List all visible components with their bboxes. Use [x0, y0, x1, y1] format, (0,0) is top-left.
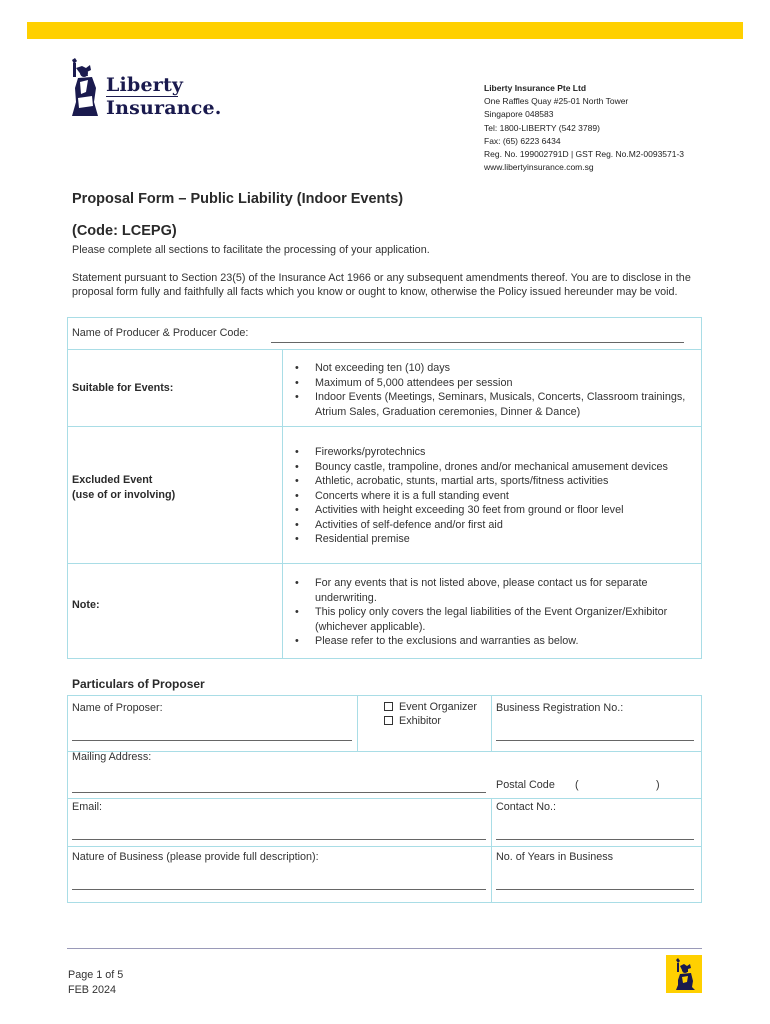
list-item: • This policy only covers the legal liabilities of the Event Organizer/Exhibitor (whichever applicable).	[295, 605, 695, 634]
company-info	[484, 82, 684, 174]
contact-no-field[interactable]	[496, 839, 694, 840]
footer	[68, 968, 123, 997]
suitable-label: Suitable for Events:	[72, 382, 174, 394]
event-organizer-checkbox[interactable]	[384, 702, 393, 711]
suitable-left-cell	[68, 350, 283, 426]
excluded-label	[72, 473, 175, 502]
divider	[357, 696, 358, 751]
divider	[491, 798, 492, 846]
page-title	[72, 186, 403, 244]
proposer-table	[67, 695, 702, 903]
scope-table	[67, 317, 702, 659]
company-address-line2: Singapore 048583	[484, 109, 554, 120]
excluded-row	[68, 427, 701, 564]
list-item: • Residential premise	[295, 532, 695, 547]
list-item: • Bouncy castle, trampoline, drones and/or mechanical amusement devices	[295, 460, 695, 475]
brn-field[interactable]	[496, 740, 694, 741]
intro-instruction: Please complete all sections to facilitate the processing of your application.	[72, 244, 430, 256]
mailing-address-label: Mailing Address:	[72, 751, 152, 763]
logo-brand-line1: Liberty	[106, 74, 184, 96]
company-address-line1: One Raffles Quay #25-01 North Tower	[484, 96, 629, 107]
mailing-address-field[interactable]	[72, 792, 486, 793]
statue-of-liberty-icon	[666, 955, 702, 993]
list-item: • Activities of self-defence and/or first aid	[295, 518, 695, 533]
title-line1: Proposal Form – Public Liability (Indoor Events)	[72, 191, 404, 207]
list-item: • Fireworks/pyrotechnics	[295, 445, 695, 460]
section-title-proposer: Particulars of Proposer	[72, 677, 205, 691]
postal-code-open: (	[575, 779, 579, 791]
list-item: • Indoor Events (Meetings, Seminars, Musicals, Concerts, Classroom trainings, Atrium Sales, Graduation ceremonies, Dinner & Dance)	[295, 390, 695, 419]
divider	[491, 846, 492, 902]
years-in-business-label: No. of Years in Business	[496, 851, 614, 863]
exhibitor-checkbox[interactable]	[384, 716, 393, 725]
option-exhibitor[interactable]	[384, 715, 441, 727]
liberty-logo	[66, 58, 222, 119]
footer-logo	[666, 955, 702, 993]
list-item: • Athletic, acrobatic, stunts, martial arts, sports/fitness activities	[295, 474, 695, 489]
list-item: • Maximum of 5,000 attendees per session	[295, 376, 695, 391]
option-event-organizer[interactable]	[384, 701, 477, 713]
divider	[68, 751, 701, 752]
postal-code-close: )	[656, 779, 660, 791]
company-reg: Reg. No. 199002791D | GST Reg. No.M2-0093571-3	[484, 149, 685, 160]
postal-code-label: Postal Code	[496, 779, 555, 791]
proposer-name-label: Name of Proposer:	[72, 702, 163, 714]
list-item: • Please refer to the exclusions and warranties as below.	[295, 634, 695, 649]
suitable-row	[68, 350, 701, 427]
title-line2: (Code: LCEPG)	[72, 223, 177, 239]
list-item: • Activities with height exceeding 30 feet from ground or floor level	[295, 503, 695, 518]
exhibitor-label: Exhibitor	[399, 715, 442, 727]
producer-row	[68, 318, 701, 350]
logo-wordmark	[106, 76, 222, 118]
excluded-label-line2: (use of or involving)	[72, 488, 176, 501]
note-left-cell	[68, 564, 283, 658]
years-in-business-field[interactable]	[496, 889, 694, 890]
excluded-label-line1: Excluded Event	[72, 474, 153, 486]
note-label: Note:	[72, 599, 100, 611]
producer-label: Name of Producer & Producer Code:	[72, 327, 249, 339]
nature-of-business-field[interactable]	[72, 889, 486, 890]
statue-of-liberty-icon	[66, 58, 106, 118]
list-item: • Not exceeding ten (10) days	[295, 361, 695, 376]
divider	[491, 696, 492, 751]
top-brand-bar	[27, 22, 743, 39]
note-list	[295, 576, 695, 649]
company-tel: Tel: 1800-LIBERTY (542 3789)	[484, 122, 600, 133]
page-number: Page 1 of 5	[68, 969, 124, 981]
divider	[68, 798, 701, 799]
list-item: • For any events that is not listed above, please contact us for separate underwriting.	[295, 576, 695, 605]
footer-date: FEB 2024	[68, 983, 117, 996]
brn-label: Business Registration No.:	[496, 702, 624, 714]
producer-field[interactable]	[271, 342, 684, 343]
note-row	[68, 564, 701, 658]
company-website: www.libertyinsurance.com.sg	[484, 162, 594, 173]
company-name: Liberty Insurance Pte Ltd	[484, 83, 587, 93]
logo-brand-line2: Insurance.	[106, 97, 222, 119]
excluded-list	[295, 445, 695, 547]
event-organizer-label: Event Organizer	[399, 701, 478, 713]
intro-statement: Statement pursuant to Section 23(5) of the Insurance Act 1966 or any subsequent amendments thereof. You are to disclose in the proposal form fully and faithfully all facts which you know or ought to know, otherwise the Policy issued hereunder may be void.	[72, 272, 691, 299]
excluded-left-cell	[68, 427, 283, 563]
company-fax: Fax: (65) 6223 6434	[484, 135, 561, 146]
email-label: Email:	[72, 801, 102, 813]
email-field[interactable]	[72, 839, 486, 840]
footer-divider	[67, 948, 702, 949]
list-item: • Concerts where it is a full standing event	[295, 489, 695, 504]
suitable-list	[295, 361, 695, 419]
contact-no-label: Contact No.:	[496, 801, 557, 813]
proposer-name-field[interactable]	[72, 740, 352, 741]
nature-of-business-label: Nature of Business (please provide full description):	[72, 851, 319, 863]
divider	[68, 846, 701, 847]
